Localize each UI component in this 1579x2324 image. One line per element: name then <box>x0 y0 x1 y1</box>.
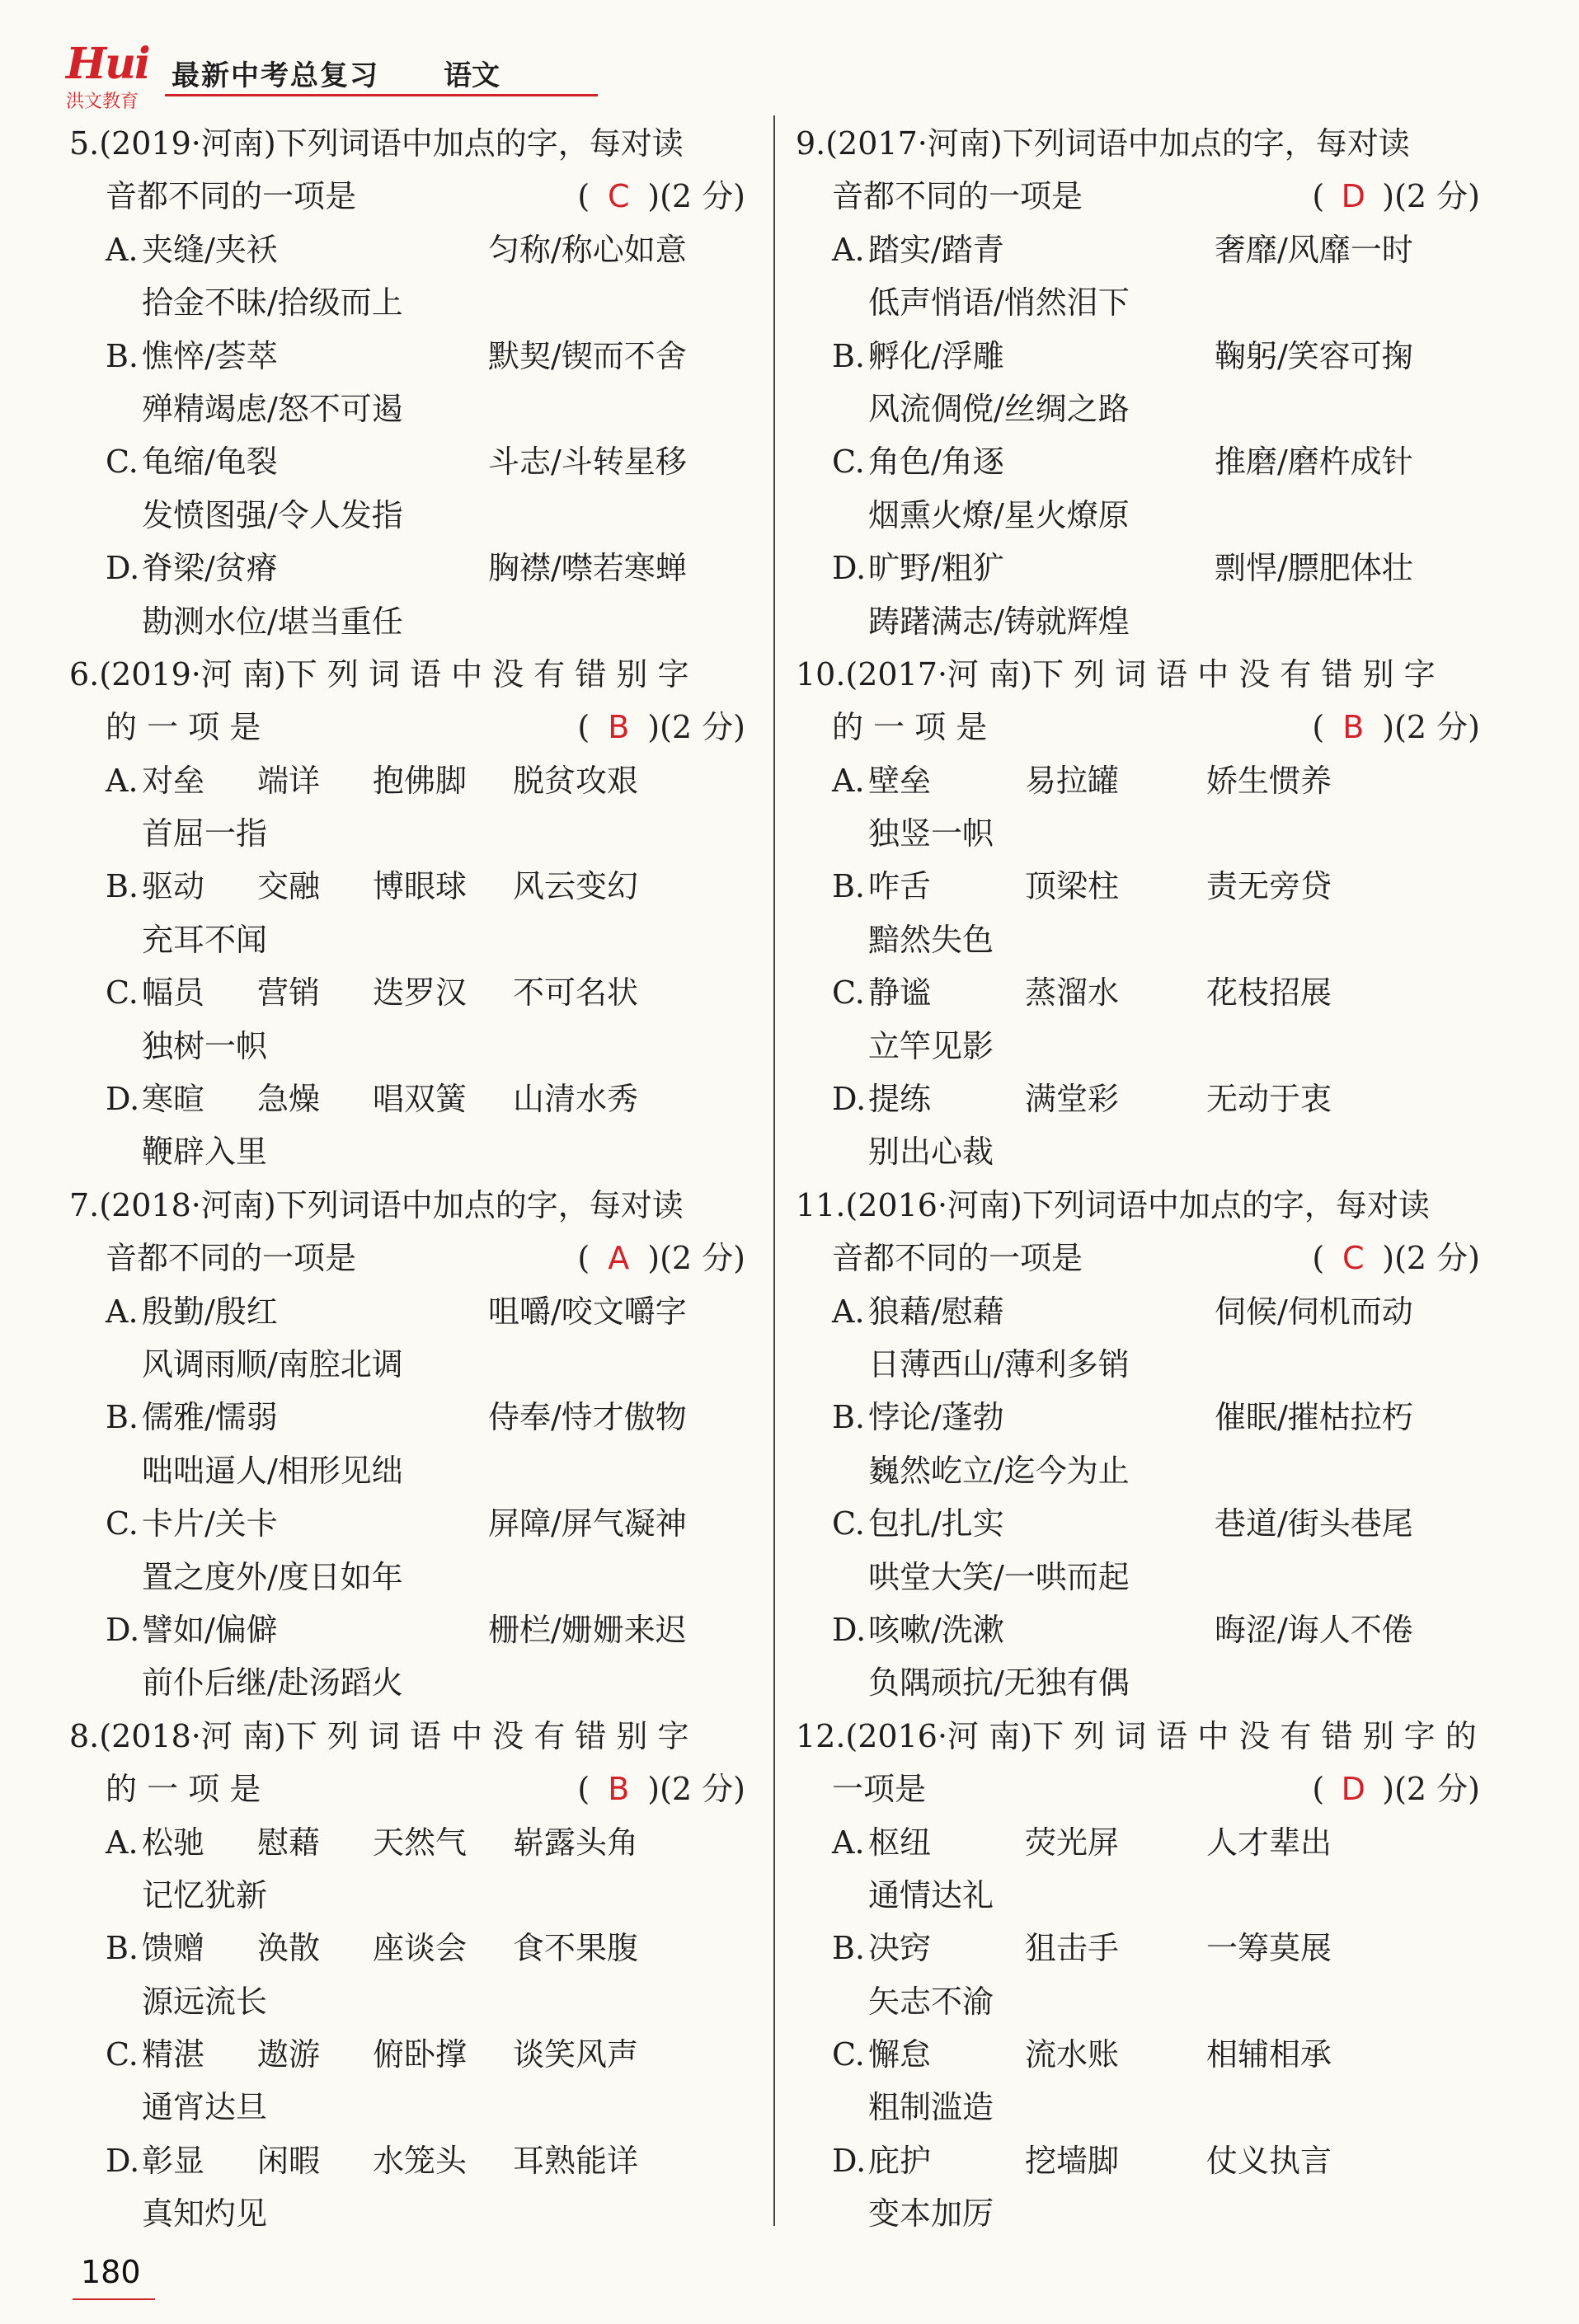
question-stem: 9.(2017·河南)下列词语中加点的字，每对读 <box>796 125 1410 162</box>
option-word: 水笼头 <box>373 2142 468 2179</box>
option-word: 端详 <box>257 762 321 799</box>
option-d <box>796 1073 1480 1125</box>
option-label: A. <box>832 231 865 268</box>
option-label: C. <box>832 974 865 1012</box>
question-q12 <box>796 1710 1480 2241</box>
score: (2 分) <box>1394 178 1480 215</box>
option-word: 寒暄 <box>142 1081 205 1118</box>
question-stem-continued: 的 一 项 是 ( B )(2 分) <box>69 701 745 754</box>
option-word: 狙击手 <box>1025 1930 1120 1967</box>
option-continued: 踌躇满志/铸就辉煌 <box>868 603 1130 640</box>
option-word: 人才辈出 <box>1206 1824 1332 1861</box>
option-word: 唱双簧 <box>373 1081 468 1118</box>
answer-letter: B <box>1342 709 1365 746</box>
page-number-rule <box>73 2298 155 2300</box>
option-word: 咀嚼/咬文嚼字 <box>488 1293 687 1330</box>
option-word: 伺候/伺机而动 <box>1215 1293 1413 1330</box>
option-word: 壁垒 <box>868 762 932 799</box>
question-stem-continued: 一项是 ( D )(2 分) <box>796 1763 1480 1815</box>
option-word: 晦涩/诲人不倦 <box>1215 1611 1413 1648</box>
question-stem: 7.(2018·河南)下列词语中加点的字，每对读 <box>69 1186 684 1223</box>
option-word: 易拉罐 <box>1025 762 1120 799</box>
option-c <box>796 966 1480 1019</box>
option-label: A. <box>106 231 139 268</box>
option-continued: 发愤图强/令人发指 <box>142 496 403 533</box>
answer-slot <box>577 701 745 754</box>
option-a <box>796 223 1480 276</box>
option-continued: 首屈一指 <box>142 815 268 852</box>
option-label: C. <box>832 444 865 481</box>
paren-open: ( <box>577 1771 590 1808</box>
paren-open: ( <box>1312 178 1325 215</box>
option-word: 巷道/街头巷尾 <box>1215 1505 1413 1542</box>
series-title: 最新中考总复习 <box>172 59 379 92</box>
question-stem: 5.(2019·河南)下列词语中加点的字，每对读 <box>69 125 684 162</box>
option-continued: 拾金不昧/拾级而上 <box>142 284 403 322</box>
paren-open: ( <box>1312 1240 1325 1277</box>
option-word: 推磨/磨杵成针 <box>1215 444 1413 481</box>
option-continued: 黯然失色 <box>868 921 994 958</box>
brand-name: 洪文教育 <box>66 92 139 112</box>
option-word: 枢纽 <box>868 1824 932 1861</box>
option-continued: 哄堂大笑/一哄而起 <box>868 1558 1130 1595</box>
option-label: A. <box>106 1293 139 1330</box>
paren-close: ) <box>647 1240 660 1277</box>
option-continued: 矢志不渝 <box>868 1983 994 2020</box>
option-d <box>69 2134 745 2187</box>
option-word: 耳熟能详 <box>513 2142 639 2179</box>
option-label: D. <box>832 1611 867 1648</box>
question-q10 <box>796 648 1480 1179</box>
option-word: 庇护 <box>868 2142 932 2179</box>
option-word: 花枝招展 <box>1206 974 1332 1012</box>
option-d <box>796 542 1480 594</box>
question-stem: 6.(2019·河 南)下 列 词 语 中 没 有 错 别 字 <box>69 655 689 693</box>
option-continued: 充耳不闻 <box>142 921 268 958</box>
answer-slot <box>1312 1763 1480 1815</box>
option-word: 风云变幻 <box>513 868 639 905</box>
option-b <box>796 860 1480 913</box>
score: (2 分) <box>660 1240 745 1277</box>
option-label: B. <box>832 337 866 374</box>
option-label: D. <box>106 550 140 587</box>
option-continued: 低声悄语/悄然泪下 <box>868 284 1130 322</box>
option-label: B. <box>106 337 139 374</box>
option-word: 抱佛脚 <box>373 762 468 799</box>
option-word: 满堂彩 <box>1025 1081 1120 1118</box>
option-label: C. <box>106 444 139 481</box>
answer-slot <box>577 1232 745 1284</box>
option-continued: 殚精竭虑/怒不可遏 <box>142 390 403 427</box>
option-c <box>69 435 745 488</box>
option-word: 斗志/斗转星移 <box>488 444 687 481</box>
answer-letter: A <box>608 1240 630 1277</box>
option-a <box>69 754 745 807</box>
option-word: 闲暇 <box>257 2142 321 2179</box>
paren-open: ( <box>1312 1771 1325 1808</box>
question-stem-continued: 音都不同的一项是 ( D )(2 分) <box>796 170 1480 223</box>
option-word: 旷野/粗犷 <box>868 550 1004 587</box>
option-continued: 风流倜傥/丝绸之路 <box>868 390 1130 427</box>
question-stem: 12.(2016·河 南)下 列 词 语 中 没 有 错 别 字 的 <box>796 1717 1477 1754</box>
option-continued: 通宵达旦 <box>142 2089 268 2126</box>
paren-open: ( <box>577 178 590 215</box>
option-word: 匀称/称心如意 <box>488 231 687 268</box>
option-d <box>69 1073 745 1125</box>
option-word: 山清水秀 <box>513 1081 639 1118</box>
option-word: 栅栏/姗姗来迟 <box>488 1611 687 1648</box>
option-word: 鞠躬/笑容可掬 <box>1215 337 1413 374</box>
answer-slot <box>1312 1232 1480 1284</box>
option-label: B. <box>106 1930 139 1967</box>
option-continued: 负隅顽抗/无独有偶 <box>868 1664 1130 1702</box>
option-label: B. <box>832 868 866 905</box>
option-word: 卡片/关卡 <box>142 1505 278 1542</box>
option-word: 懈怠 <box>868 2036 932 2073</box>
score: (2 分) <box>1394 1240 1480 1277</box>
question-stem-continued: 的 一 项 是 ( B )(2 分) <box>69 1763 745 1815</box>
option-label: C. <box>106 2036 139 2073</box>
option-label: A. <box>106 762 139 799</box>
option-b <box>69 860 745 913</box>
option-label: D. <box>106 1081 140 1118</box>
option-c <box>69 2028 745 2081</box>
answer-slot <box>577 170 745 223</box>
option-c <box>796 1497 1480 1550</box>
paren-close: ) <box>647 178 660 215</box>
question-q6 <box>69 648 745 1179</box>
option-continued: 真知灼见 <box>142 2195 268 2232</box>
option-c <box>69 1497 745 1550</box>
question-q5 <box>69 117 745 648</box>
option-a <box>796 1816 1480 1869</box>
option-word: 包扎/扎实 <box>868 1505 1004 1542</box>
paren-open: ( <box>577 709 590 746</box>
question-stem-continued: 音都不同的一项是 ( C )(2 分) <box>69 170 745 223</box>
question-q7 <box>69 1179 745 1710</box>
option-word: 顶梁柱 <box>1025 868 1120 905</box>
paren-close: ) <box>647 1771 660 1808</box>
option-continued: 风调雨顺/南腔北调 <box>142 1345 403 1383</box>
option-continued: 记忆犹新 <box>142 1876 268 1913</box>
option-word: 急燥 <box>257 1081 321 1118</box>
option-b <box>796 330 1480 383</box>
question-q9 <box>796 117 1480 648</box>
option-b <box>69 1922 745 1974</box>
option-word: 一筹莫展 <box>1206 1930 1332 1967</box>
answer-letter: B <box>608 1771 630 1808</box>
option-continued: 巍然屹立/迄今为止 <box>868 1452 1130 1489</box>
paren-close: ) <box>1382 1240 1395 1277</box>
score: (2 分) <box>660 178 745 215</box>
option-word: 咋舌 <box>868 868 932 905</box>
option-word: 涣散 <box>257 1930 321 1967</box>
option-word: 提练 <box>868 1081 932 1118</box>
option-word: 慰藉 <box>257 1824 321 1861</box>
question-stem: 8.(2018·河 南)下 列 词 语 中 没 有 错 别 字 <box>69 1717 689 1754</box>
option-word: 对垒 <box>142 762 205 799</box>
option-word: 奢靡/风靡一时 <box>1215 231 1413 268</box>
option-continued: 勘测水位/堪当重任 <box>142 603 403 640</box>
question-stem: 10.(2017·河 南)下 列 词 语 中 没 有 错 别 字 <box>796 655 1436 693</box>
option-c <box>796 435 1480 488</box>
option-word: 脊梁/贫瘠 <box>142 550 278 587</box>
page-header <box>66 39 528 112</box>
left-column <box>69 117 745 2241</box>
question-stem-continued: 音都不同的一项是 ( C )(2 分) <box>796 1232 1480 1284</box>
option-c <box>69 966 745 1019</box>
option-word: 悖论/蓬勃 <box>868 1399 1004 1436</box>
option-word: 馈赠 <box>142 1930 205 1967</box>
option-continued: 变本加厉 <box>868 2195 994 2232</box>
option-continued: 独竖一帜 <box>868 815 994 852</box>
option-word: 相辅相承 <box>1206 2036 1332 2073</box>
paren-open: ( <box>1312 709 1325 746</box>
paren-close: ) <box>1382 1771 1395 1808</box>
option-word: 精湛 <box>142 2036 205 2073</box>
option-word: 譬如/偏僻 <box>142 1611 278 1648</box>
score: (2 分) <box>1394 1771 1480 1808</box>
option-word: 交融 <box>257 868 321 905</box>
option-b <box>796 1391 1480 1444</box>
option-word: 憔悴/荟萃 <box>142 337 278 374</box>
option-b <box>69 330 745 383</box>
option-word: 幅员 <box>142 974 205 1012</box>
option-b <box>796 1922 1480 1974</box>
paren-close: ) <box>1382 178 1395 215</box>
option-word: 催眠/摧枯拉朽 <box>1215 1399 1413 1436</box>
option-word: 驱动 <box>142 868 205 905</box>
option-label: D. <box>832 1081 867 1118</box>
option-a <box>796 1285 1480 1338</box>
column-divider <box>773 115 775 2226</box>
option-word: 流水账 <box>1025 2036 1120 2073</box>
option-label: D. <box>832 550 867 587</box>
option-word: 崭露头角 <box>513 1824 639 1861</box>
option-continued: 通情达礼 <box>868 1876 994 1913</box>
question-stem-continued: 的 一 项 是 ( B )(2 分) <box>796 701 1480 754</box>
page-number: 180 <box>81 2254 141 2290</box>
option-word: 儒雅/懦弱 <box>142 1399 278 1436</box>
score: (2 分) <box>660 1771 745 1808</box>
option-word: 默契/锲而不舍 <box>488 337 687 374</box>
option-a <box>796 754 1480 807</box>
option-word: 座谈会 <box>373 1930 468 1967</box>
option-word: 荧光屏 <box>1025 1824 1120 1861</box>
option-a <box>69 1285 745 1338</box>
option-word: 殷勤/殷红 <box>142 1293 278 1330</box>
option-word: 迭罗汉 <box>373 974 468 1012</box>
answer-letter: D <box>1341 1771 1365 1808</box>
paren-open: ( <box>577 1240 590 1277</box>
option-word: 踏实/踏青 <box>868 231 1004 268</box>
option-label: B. <box>106 1399 139 1436</box>
answer-slot <box>577 1763 745 1815</box>
option-continued: 源远流长 <box>142 1983 268 2020</box>
score: (2 分) <box>660 709 745 746</box>
option-a <box>69 223 745 276</box>
option-label: D. <box>832 2142 867 2179</box>
option-continued: 置之度外/度日如年 <box>142 1558 403 1595</box>
score: (2 分) <box>1394 709 1480 746</box>
option-label: A. <box>832 1293 865 1330</box>
option-word: 责无旁贷 <box>1206 868 1332 905</box>
option-word: 脱贫攻艰 <box>513 762 639 799</box>
option-word: 仗义执言 <box>1206 2142 1332 2179</box>
option-continued: 别出心裁 <box>868 1134 994 1171</box>
option-word: 屏障/屏气凝神 <box>488 1505 687 1542</box>
option-label: C. <box>106 1505 139 1542</box>
answer-letter: C <box>607 178 630 215</box>
option-label: C. <box>832 2036 865 2073</box>
option-label: B. <box>106 868 139 905</box>
option-label: B. <box>832 1930 866 1967</box>
question-stem-continued: 音都不同的一项是 ( A )(2 分) <box>69 1232 745 1284</box>
option-word: 静谧 <box>868 974 932 1012</box>
option-word: 蒸溜水 <box>1025 974 1120 1012</box>
option-word: 天然气 <box>373 1824 468 1861</box>
option-word: 狼藉/慰藉 <box>868 1293 1004 1330</box>
question-q8 <box>69 1710 745 2241</box>
option-label: A. <box>106 1824 139 1861</box>
option-word: 咳嗽/洗漱 <box>868 1611 1004 1648</box>
option-label: B. <box>832 1399 866 1436</box>
option-continued: 鞭辟入里 <box>142 1134 268 1171</box>
option-word: 剽悍/膘肥体壮 <box>1215 550 1413 587</box>
option-label: C. <box>832 1505 865 1542</box>
option-word: 夹缝/夹袄 <box>142 231 278 268</box>
option-word: 无动于衷 <box>1206 1081 1332 1118</box>
question-q11 <box>796 1179 1480 1710</box>
answer-letter: B <box>608 709 630 746</box>
option-word: 不可名状 <box>513 974 639 1012</box>
option-word: 娇生惯养 <box>1206 762 1332 799</box>
paren-close: ) <box>647 709 660 746</box>
option-a <box>69 1816 745 1869</box>
option-word: 孵化/浮雕 <box>868 337 1004 374</box>
option-label: D. <box>106 2142 140 2179</box>
option-word: 博眼球 <box>373 868 468 905</box>
option-continued: 咄咄逼人/相形见绌 <box>142 1452 403 1489</box>
option-label: A. <box>832 1824 865 1861</box>
option-d <box>796 1603 1480 1656</box>
option-label: A. <box>832 762 865 799</box>
option-word: 决窍 <box>868 1930 932 1967</box>
option-word: 营销 <box>257 974 321 1012</box>
option-label: C. <box>106 974 139 1012</box>
paren-close: ) <box>1382 709 1395 746</box>
answer-letter: D <box>1341 178 1365 215</box>
option-word: 胸襟/噤若寒蝉 <box>488 550 687 587</box>
option-label: D. <box>106 1611 140 1648</box>
option-word: 松驰 <box>142 1824 205 1861</box>
option-word: 挖墙脚 <box>1025 2142 1120 2179</box>
option-d <box>796 2134 1480 2187</box>
option-word: 俯卧撑 <box>373 2036 468 2073</box>
option-word: 龟缩/龟裂 <box>142 444 278 481</box>
option-word: 遨游 <box>257 2036 321 2073</box>
option-word: 侍奉/恃才傲物 <box>488 1399 687 1436</box>
option-word: 彰显 <box>142 2142 205 2179</box>
brand-logo: Hui <box>66 39 149 89</box>
option-continued: 前仆后继/赴汤蹈火 <box>142 1664 403 1702</box>
option-b <box>69 1391 745 1444</box>
option-continued: 烟熏火燎/星火燎原 <box>868 496 1130 533</box>
option-continued: 日薄西山/薄利多销 <box>868 1345 1130 1383</box>
option-continued: 粗制滥造 <box>868 2089 994 2126</box>
answer-slot <box>1312 701 1480 754</box>
question-stem: 11.(2016·河南)下列词语中加点的字，每对读 <box>796 1186 1430 1223</box>
option-continued: 立竿见影 <box>868 1027 994 1064</box>
option-d <box>69 1603 745 1656</box>
option-word: 食不果腹 <box>513 1930 639 1967</box>
option-word: 谈笑风声 <box>513 2036 639 2073</box>
right-column <box>796 117 1480 2241</box>
option-c <box>796 2028 1480 2081</box>
option-d <box>69 542 745 594</box>
option-continued: 独树一帜 <box>142 1027 268 1064</box>
answer-slot <box>1312 170 1480 223</box>
answer-letter: C <box>1342 1240 1365 1277</box>
option-word: 角色/角逐 <box>868 444 1004 481</box>
subject-title: 语文 <box>444 59 500 92</box>
header-rule <box>165 94 598 96</box>
